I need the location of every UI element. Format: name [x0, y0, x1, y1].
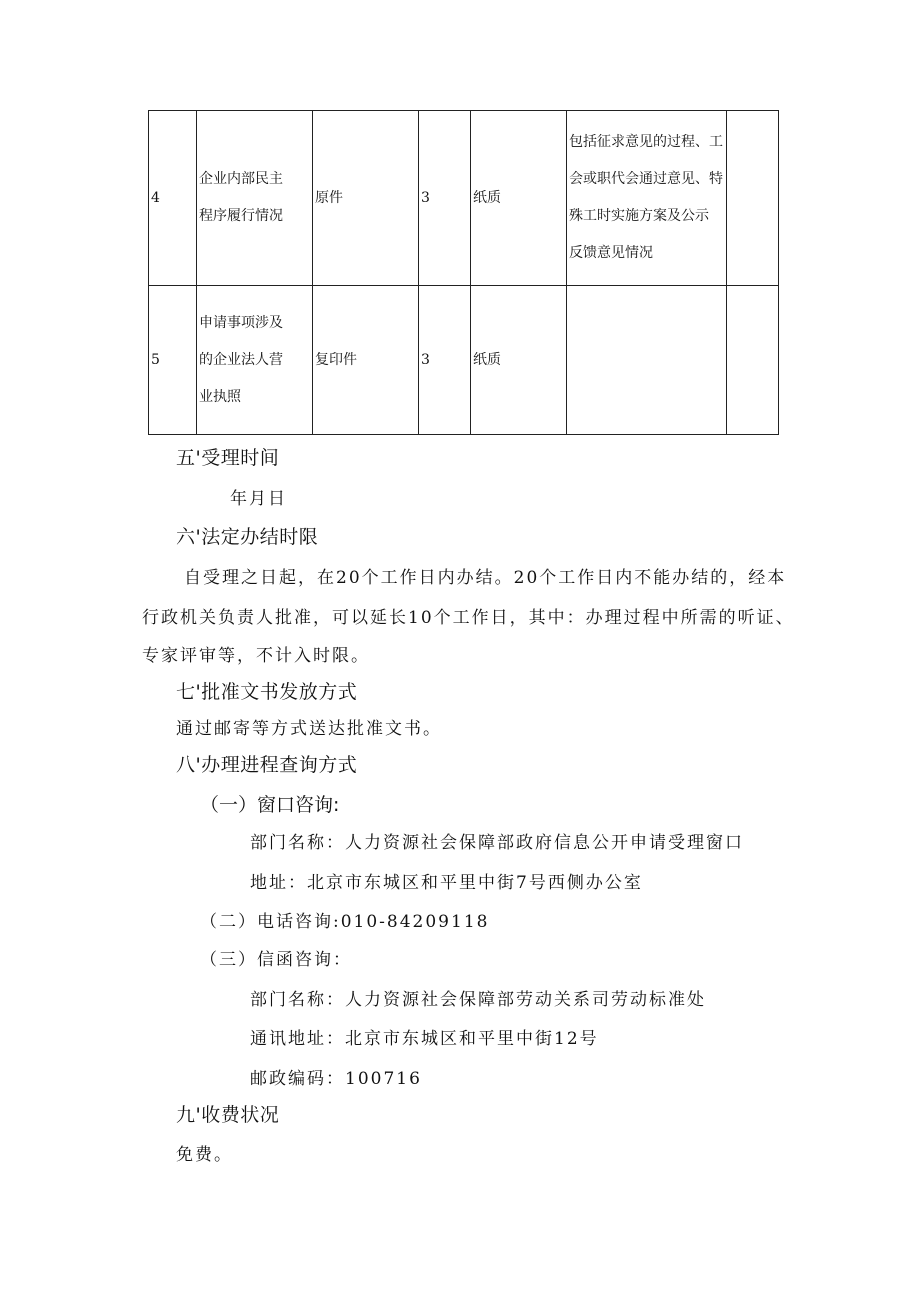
section6-heading: 六'法定办结时限	[176, 526, 319, 548]
cell-note-line: 包括征求意见的过程、工	[569, 134, 723, 150]
cell-seq: 5	[149, 286, 197, 435]
cell-name	[197, 286, 313, 435]
cell-blank	[727, 286, 779, 435]
table-row	[149, 111, 779, 286]
section5-body: 年月日	[230, 489, 287, 509]
cell-carrier: 纸质	[471, 111, 567, 286]
cell-seq: 4	[149, 111, 197, 286]
cell-note	[567, 286, 727, 435]
cell-name-line: 企业内部民主	[199, 171, 283, 187]
letter-consult-heading: （三）信函咨询：	[200, 950, 352, 970]
letter-dept: 部门名称：人力资源社会保障部劳动关系司劳动标准处	[250, 990, 706, 1010]
section6-line2: 行政机关负责人批准，可以延长10个工作日，其中：办理过程中所需的听证、	[142, 608, 795, 628]
window-address: 地址：北京市东城区和平里中街7号西侧办公室	[250, 873, 643, 893]
cell-count: 3	[419, 111, 471, 286]
section9-heading: 九'收费状况	[176, 1104, 280, 1126]
section6-line1: 自受理之日起，在20个工作日内办结。20个工作日内不能办结的，经本	[184, 568, 787, 588]
cell-name-line: 程序履行情况	[199, 208, 283, 224]
cell-name-line: 业执照	[199, 388, 241, 405]
cell-name-line: 的企业法人营	[199, 351, 283, 368]
cell-note-line: 殊工时实施方案及公示	[569, 208, 709, 224]
section8-heading: 八'办理进程查询方式	[176, 754, 358, 776]
section7-heading: 七'批准文书发放方式	[176, 681, 358, 703]
cell-form: 复印件	[313, 286, 419, 435]
cell-note-line: 反馈意见情况	[569, 245, 653, 261]
window-consult-heading: （一）窗口咨询:	[200, 794, 340, 816]
cell-count: 3	[419, 286, 471, 435]
cell-carrier: 纸质	[471, 286, 567, 435]
cell-note-line: 会或职代会通过意见、特	[569, 171, 723, 187]
section7-body: 通过邮寄等方式送达批准文书。	[176, 719, 442, 739]
letter-address: 通讯地址：北京市东城区和平里中街12号	[250, 1029, 599, 1049]
window-dept: 部门名称：人力资源社会保障部政府信息公开申请受理窗口	[250, 833, 744, 853]
cell-form: 原件	[313, 111, 419, 286]
cell-name	[197, 111, 313, 286]
section6-line3: 专家评审等，不计入时限。	[142, 646, 370, 666]
letter-postcode: 邮政编码：100716	[250, 1069, 422, 1089]
section9-body: 免费。	[176, 1145, 233, 1165]
cell-blank	[727, 111, 779, 286]
table-row	[149, 286, 779, 435]
cell-note	[567, 111, 727, 286]
section5-heading: 五'受理时间	[176, 447, 280, 469]
materials-table	[148, 110, 779, 435]
cell-name-line: 申请事项涉及	[199, 314, 283, 331]
phone-consult: （二）电话咨询:010-84209118	[200, 912, 490, 932]
